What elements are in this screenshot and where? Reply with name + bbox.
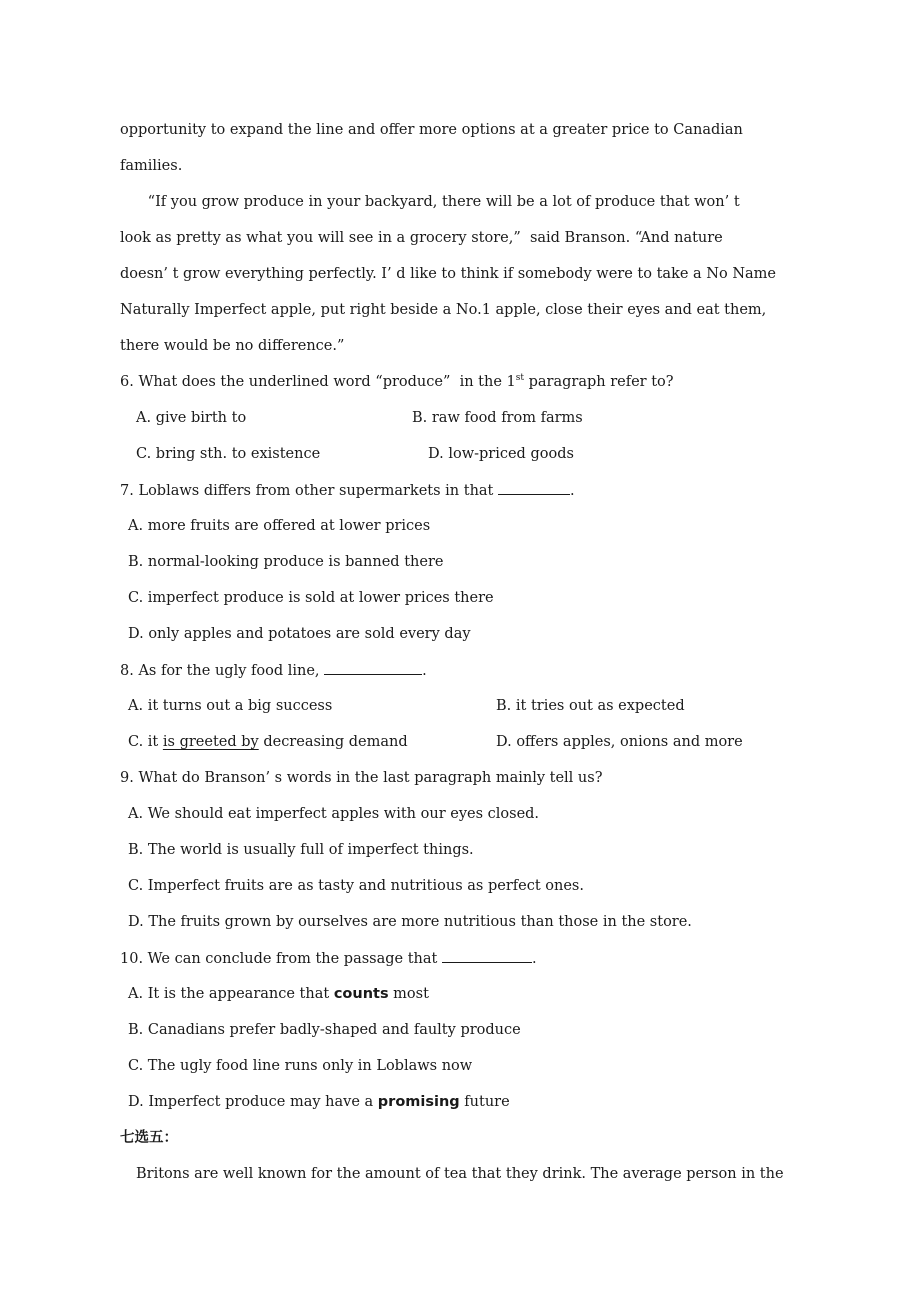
q8-option-b: B. it tries out as expected xyxy=(496,698,685,714)
q9-option-a: A. We should eat imperfect apples with our eyes closed. xyxy=(128,806,540,822)
q7-option-a: A. more fruits are offered at lower prices xyxy=(128,518,431,534)
q9-option-d: D. The fruits grown by ourselves are more nutritious than those in the store. xyxy=(128,914,692,930)
q7-option-c: C. imperfect produce is sold at lower prices there xyxy=(128,590,494,606)
passage-line: families. xyxy=(120,158,183,174)
answer-blank xyxy=(498,480,570,495)
question-8: 8. As for the ugly food line, . xyxy=(120,660,427,680)
q6-option-d: D. low-priced goods xyxy=(428,446,574,462)
question-7: 7. Loblaws differs from other supermarkets in that . xyxy=(120,480,575,500)
q9-option-b: B. The world is usually full of imperfect things. xyxy=(128,842,474,858)
answer-blank xyxy=(324,660,422,675)
underlined-phrase: is greeted by xyxy=(162,734,259,750)
q10-option-c: C. The ugly food line runs only in Loblaws now xyxy=(128,1058,473,1074)
q8-option-a: A. it turns out a big success xyxy=(128,698,333,714)
question-10: 10. We can conclude from the passage that . xyxy=(120,948,537,968)
question-9: 9. What do Branson’ s words in the last paragraph mainly tell us? xyxy=(120,770,603,786)
passage-line: look as pretty as what you will see in a grocery store,” said Branson. “And nature xyxy=(120,230,723,246)
question-6: 6. What does the underlined word “produce” in the 1st paragraph refer to? xyxy=(120,373,674,390)
answer-blank xyxy=(442,948,532,963)
section-heading: 七选五： xyxy=(120,1130,178,1146)
q7-option-d: D. only apples and potatoes are sold every day xyxy=(128,626,471,642)
passage-line: there would be no difference.” xyxy=(120,338,345,354)
passage-line: “If you grow produce in your backyard, there will be a lot of produce that won’ t xyxy=(120,194,740,210)
q10-option-b: B. Canadians prefer badly-shaped and faulty produce xyxy=(128,1022,521,1038)
q9-option-c: C. Imperfect fruits are as tasty and nutritious as perfect ones. xyxy=(128,878,584,894)
q6-option-b: B. raw food from farms xyxy=(412,410,583,426)
q8-option-c: C. it is greeted by decreasing demand xyxy=(128,734,408,750)
passage-line: opportunity to expand the line and offer more options at a greater price to Canadian xyxy=(120,122,743,138)
q6-option-a: A. give birth to xyxy=(136,410,247,426)
q10-option-d: D. Imperfect produce may have a promising future xyxy=(128,1094,510,1110)
q8-option-d: D. offers apples, onions and more xyxy=(496,734,743,750)
passage-line: doesn’ t grow everything perfectly. I’ d like to think if somebody were to take a No Name xyxy=(120,266,776,282)
section-passage-line: Britons are well known for the amount of tea that they drink. The average person in the xyxy=(136,1166,784,1182)
passage-line: Naturally Imperfect apple, put right beside a No.1 apple, close their eyes and eat them, xyxy=(120,302,767,318)
q10-option-a: A. It is the appearance that counts most xyxy=(128,986,429,1002)
q7-option-b: B. normal-looking produce is banned there xyxy=(128,554,444,570)
q6-option-c: C. bring sth. to existence xyxy=(136,446,321,462)
